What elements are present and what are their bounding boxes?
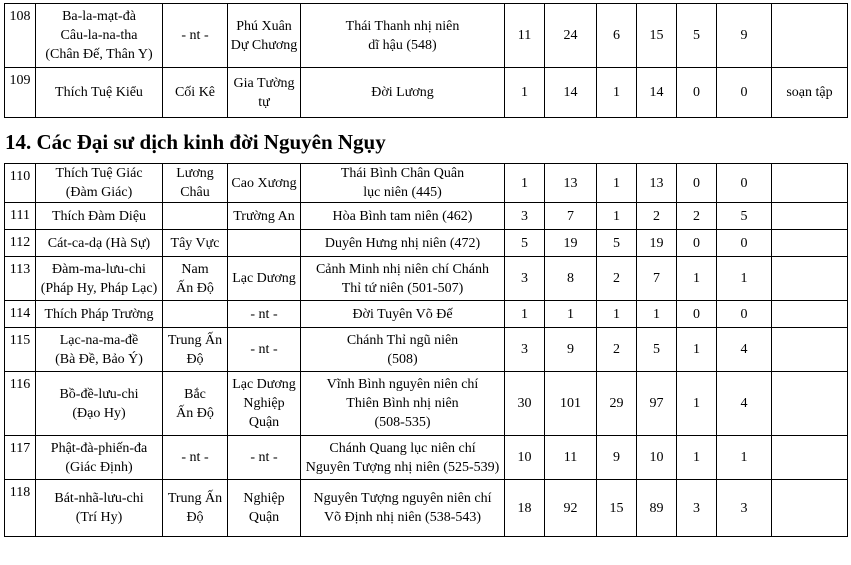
count-6-cell: 0 xyxy=(717,68,772,118)
translator-name-cell xyxy=(36,203,163,230)
count-4-cell: 2 xyxy=(637,203,677,230)
era-date-line: (508-535) xyxy=(374,415,431,430)
origin-line: Châu xyxy=(180,185,210,200)
place-line: Quận xyxy=(248,510,280,525)
count-4-cell: 7 xyxy=(637,257,677,301)
origin-cell xyxy=(163,230,228,257)
table-row xyxy=(5,436,848,480)
place-line: Dự Chương xyxy=(230,37,298,53)
era-date-line: Thiên Bình nhị niên xyxy=(346,396,459,411)
table-row xyxy=(5,4,848,68)
count-1-cell: 18 xyxy=(505,480,545,537)
note-cell xyxy=(772,436,848,480)
count-1-cell: 1 xyxy=(505,164,545,203)
origin-line: Nam xyxy=(181,261,209,277)
count-1-cell: 30 xyxy=(505,372,545,436)
origin-cell xyxy=(163,164,228,203)
count-6-cell: 0 xyxy=(717,164,772,203)
count-2-cell: 19 xyxy=(545,230,597,257)
row-number-cell: 110 xyxy=(5,164,36,203)
table-row xyxy=(5,68,848,118)
count-6-cell: 1 xyxy=(717,257,772,301)
translator-name-line: Câu-la-na-tha xyxy=(60,28,138,43)
place-line: Lạc Dương xyxy=(232,271,296,286)
row-number-cell: 115 xyxy=(5,328,36,372)
count-1-cell: 3 xyxy=(505,328,545,372)
count-1-cell: 11 xyxy=(505,4,545,68)
count-6-cell: 9 xyxy=(717,4,772,68)
translator-name-cell xyxy=(36,257,163,301)
translator-name-cell xyxy=(36,68,163,118)
count-1-cell: 10 xyxy=(505,436,545,480)
count-2-cell: 1 xyxy=(545,301,597,328)
row-number-cell: 111 xyxy=(5,203,36,230)
count-5-cell: 0 xyxy=(677,301,717,328)
origin-line: Ấn Độ xyxy=(176,280,214,296)
era-date-line: Võ Định nhị niên (538-543) xyxy=(323,510,482,525)
row-number-cell: 114 xyxy=(5,301,36,328)
row-number-cell: 112 xyxy=(5,230,36,257)
era-date-line: Nguyên Tượng nhị niên (525-539) xyxy=(305,459,500,475)
row-number-cell: 109 xyxy=(5,68,36,118)
origin-cell xyxy=(163,436,228,480)
era-date-cell xyxy=(301,164,505,203)
count-2-cell: 92 xyxy=(545,480,597,537)
place-line: Nghiệp xyxy=(243,396,285,411)
count-3-cell: 2 xyxy=(597,257,637,301)
era-date-cell xyxy=(301,301,505,328)
count-3-cell: 15 xyxy=(597,480,637,537)
era-date-cell xyxy=(301,372,505,436)
origin-line: Ấn Độ xyxy=(176,405,214,421)
translator-name-line: (Pháp Hy, Pháp Lạc) xyxy=(40,280,158,296)
translator-name-cell xyxy=(36,480,163,537)
count-6-cell: 0 xyxy=(717,230,772,257)
count-4-cell: 89 xyxy=(637,480,677,537)
era-date-cell xyxy=(301,480,505,537)
origin-cell xyxy=(163,480,228,537)
translator-name-line: Lạc-na-ma-đề xyxy=(59,332,139,348)
translator-name-line: (Đàm Giác) xyxy=(65,185,133,200)
count-4-cell: 5 xyxy=(637,328,677,372)
era-date-line: Hòa Bình tam niên (462) xyxy=(332,208,473,224)
count-5-cell: 1 xyxy=(677,257,717,301)
era-date-line: lục niên (445) xyxy=(363,185,442,200)
count-6-cell: 0 xyxy=(717,301,772,328)
place-line: Quận xyxy=(248,415,280,430)
translators-table-top xyxy=(4,3,848,118)
section-heading: 14. Các Đại sư dịch kinh đời Nguyên Ngụy xyxy=(5,130,386,154)
count-6-cell: 4 xyxy=(717,328,772,372)
count-4-cell: 10 xyxy=(637,436,677,480)
count-4-cell: 15 xyxy=(637,4,677,68)
origin-cell xyxy=(163,203,228,230)
count-2-cell: 11 xyxy=(545,436,597,480)
origin-cell xyxy=(163,68,228,118)
note-cell xyxy=(772,301,848,328)
count-3-cell: 2 xyxy=(597,328,637,372)
origin-cell xyxy=(163,301,228,328)
origin-line: Bắc xyxy=(184,386,206,402)
count-3-cell: 9 xyxy=(597,436,637,480)
count-5-cell: 3 xyxy=(677,480,717,537)
count-1-cell: 5 xyxy=(505,230,545,257)
era-date-line: (508) xyxy=(387,351,418,367)
era-date-line: Đời Lương xyxy=(371,85,434,100)
place-cell xyxy=(228,203,301,230)
origin-cell xyxy=(163,257,228,301)
translator-name-cell xyxy=(36,328,163,372)
count-1-cell: 3 xyxy=(505,257,545,301)
note-cell xyxy=(772,4,848,68)
count-2-cell: 9 xyxy=(545,328,597,372)
row-number-cell: 118 xyxy=(5,480,36,537)
note-cell xyxy=(772,372,848,436)
count-5-cell: 1 xyxy=(677,372,717,436)
count-6-cell: 4 xyxy=(717,372,772,436)
translator-name-cell xyxy=(36,436,163,480)
place-line: Lạc Dương xyxy=(232,377,296,392)
place-cell xyxy=(228,164,301,203)
row-number-cell: 113 xyxy=(5,257,36,301)
translator-name-cell xyxy=(36,164,163,203)
era-date-line: Cảnh Minh nhị niên chí Chánh xyxy=(315,261,490,277)
place-cell xyxy=(228,480,301,537)
place-line: Phú Xuân xyxy=(236,18,292,34)
origin-line: Độ xyxy=(186,510,204,525)
count-1-cell: 3 xyxy=(505,203,545,230)
place-cell xyxy=(228,230,301,257)
translator-name-line: Thích Tuệ Giác xyxy=(55,166,143,181)
translator-name-line: Phật-đà-phiến-đa xyxy=(50,440,148,456)
translator-name-line: Thích Pháp Trường xyxy=(44,306,154,322)
count-5-cell: 2 xyxy=(677,203,717,230)
translator-name-line: Đàm-ma-lưu-chi xyxy=(52,261,146,277)
count-4-cell: 97 xyxy=(637,372,677,436)
count-4-cell: 19 xyxy=(637,230,677,257)
translator-name-line: Ba-la-mạt-đà xyxy=(62,9,136,24)
place-line: Nghiệp xyxy=(243,491,285,506)
table-row xyxy=(5,164,848,203)
place-cell xyxy=(228,301,301,328)
count-4-cell: 1 xyxy=(637,301,677,328)
table-row xyxy=(5,480,848,537)
translator-name-line: (Chân Đế, Thân Y) xyxy=(45,47,153,62)
count-2-cell: 14 xyxy=(545,68,597,118)
era-date-line: Chánh Thỉ ngũ niên xyxy=(346,332,459,348)
era-date-cell xyxy=(301,68,505,118)
place-line: - nt - xyxy=(250,306,278,322)
count-3-cell: 29 xyxy=(597,372,637,436)
row-number-cell: 117 xyxy=(5,436,36,480)
translator-name-cell xyxy=(36,230,163,257)
count-5-cell: 0 xyxy=(677,164,717,203)
table-row xyxy=(5,257,848,301)
place-cell xyxy=(228,68,301,118)
era-date-cell xyxy=(301,436,505,480)
place-line: Trường An xyxy=(233,208,295,224)
era-date-line: Duyên Hưng nhị niên (472) xyxy=(324,235,481,251)
origin-line: - nt - xyxy=(181,28,209,43)
count-6-cell: 1 xyxy=(717,436,772,480)
table-row xyxy=(5,203,848,230)
note-cell: soạn tập xyxy=(772,68,848,118)
translators-table-nguyen-nguy xyxy=(4,163,848,537)
era-date-line: dĩ hậu (548) xyxy=(368,37,437,53)
row-number-cell: 116 xyxy=(5,372,36,436)
translator-name-cell xyxy=(36,4,163,68)
translator-name-line: (Giác Định) xyxy=(65,459,133,475)
origin-line: Độ xyxy=(186,351,204,367)
origin-line: Cối Kê xyxy=(174,85,216,100)
count-4-cell: 14 xyxy=(637,68,677,118)
count-3-cell: 1 xyxy=(597,68,637,118)
place-line: Gia Tường xyxy=(233,75,295,91)
count-3-cell: 5 xyxy=(597,230,637,257)
era-date-line: Vĩnh Bình nguyên niên chí xyxy=(326,377,479,392)
place-cell xyxy=(228,372,301,436)
era-date-cell xyxy=(301,4,505,68)
translator-name-line: Bồ-đề-lưu-chi xyxy=(59,386,139,402)
count-2-cell: 101 xyxy=(545,372,597,436)
origin-cell xyxy=(163,4,228,68)
era-date-cell xyxy=(301,328,505,372)
place-line: - nt - xyxy=(250,450,278,465)
place-line: Cao Xương xyxy=(231,175,297,191)
origin-line: Lương xyxy=(176,166,214,181)
note-cell xyxy=(772,257,848,301)
translator-name-line: Cát-ca-dạ (Hà Sự) xyxy=(47,235,151,251)
count-6-cell: 5 xyxy=(717,203,772,230)
count-2-cell: 24 xyxy=(545,4,597,68)
translator-name-line: Thích Tuệ Kiểu xyxy=(55,85,143,100)
translator-name-cell xyxy=(36,301,163,328)
table-row xyxy=(5,328,848,372)
origin-line: Trung Ấn xyxy=(167,332,223,348)
origin-cell xyxy=(163,372,228,436)
era-date-line: Đời Tuyên Võ Đế xyxy=(352,306,453,322)
count-5-cell: 0 xyxy=(677,230,717,257)
count-2-cell: 7 xyxy=(545,203,597,230)
count-2-cell: 13 xyxy=(545,164,597,203)
count-5-cell: 1 xyxy=(677,328,717,372)
count-5-cell: 5 xyxy=(677,4,717,68)
translator-name-line: (Bà Đề, Bảo Ý) xyxy=(55,351,143,367)
table-row xyxy=(5,301,848,328)
place-cell xyxy=(228,328,301,372)
place-line: tự xyxy=(258,94,270,110)
era-date-cell xyxy=(301,230,505,257)
translator-name-line: (Đạo Hy) xyxy=(72,405,126,421)
translator-name-line: Bát-nhã-lưu-chi xyxy=(54,491,144,506)
place-cell xyxy=(228,436,301,480)
origin-line: - nt - xyxy=(181,450,209,465)
row-number-cell: 108 xyxy=(5,4,36,68)
note-cell xyxy=(772,328,848,372)
note-cell xyxy=(772,480,848,537)
place-line: - nt - xyxy=(250,342,278,357)
count-6-cell: 3 xyxy=(717,480,772,537)
place-cell xyxy=(228,4,301,68)
table-row xyxy=(5,230,848,257)
count-3-cell: 1 xyxy=(597,203,637,230)
origin-cell xyxy=(163,328,228,372)
era-date-line: Chánh Quang lục niên chí xyxy=(329,440,476,456)
count-1-cell: 1 xyxy=(505,301,545,328)
table-row xyxy=(5,372,848,436)
era-date-line: Thái Thanh nhị niên xyxy=(345,18,460,34)
count-3-cell: 1 xyxy=(597,164,637,203)
count-4-cell: 13 xyxy=(637,164,677,203)
era-date-cell xyxy=(301,203,505,230)
origin-line: Trung Ấn xyxy=(167,491,223,506)
place-cell xyxy=(228,257,301,301)
era-date-line: Thỉ tứ niên (501-507) xyxy=(341,280,464,296)
origin-line: Tây Vực xyxy=(170,235,220,251)
count-5-cell: 0 xyxy=(677,68,717,118)
note-cell xyxy=(772,230,848,257)
translator-name-cell xyxy=(36,372,163,436)
count-3-cell: 6 xyxy=(597,4,637,68)
count-5-cell: 1 xyxy=(677,436,717,480)
era-date-line: Nguyên Tượng nguyên niên chí xyxy=(313,491,492,506)
era-date-line: Thái Bình Chân Quân xyxy=(340,166,465,181)
count-3-cell: 1 xyxy=(597,301,637,328)
era-date-cell xyxy=(301,257,505,301)
count-1-cell: 1 xyxy=(505,68,545,118)
note-cell xyxy=(772,203,848,230)
note-cell xyxy=(772,164,848,203)
count-2-cell: 8 xyxy=(545,257,597,301)
translator-name-line: Thích Đàm Diệu xyxy=(51,208,147,224)
translator-name-line: (Trí Hy) xyxy=(75,510,123,525)
